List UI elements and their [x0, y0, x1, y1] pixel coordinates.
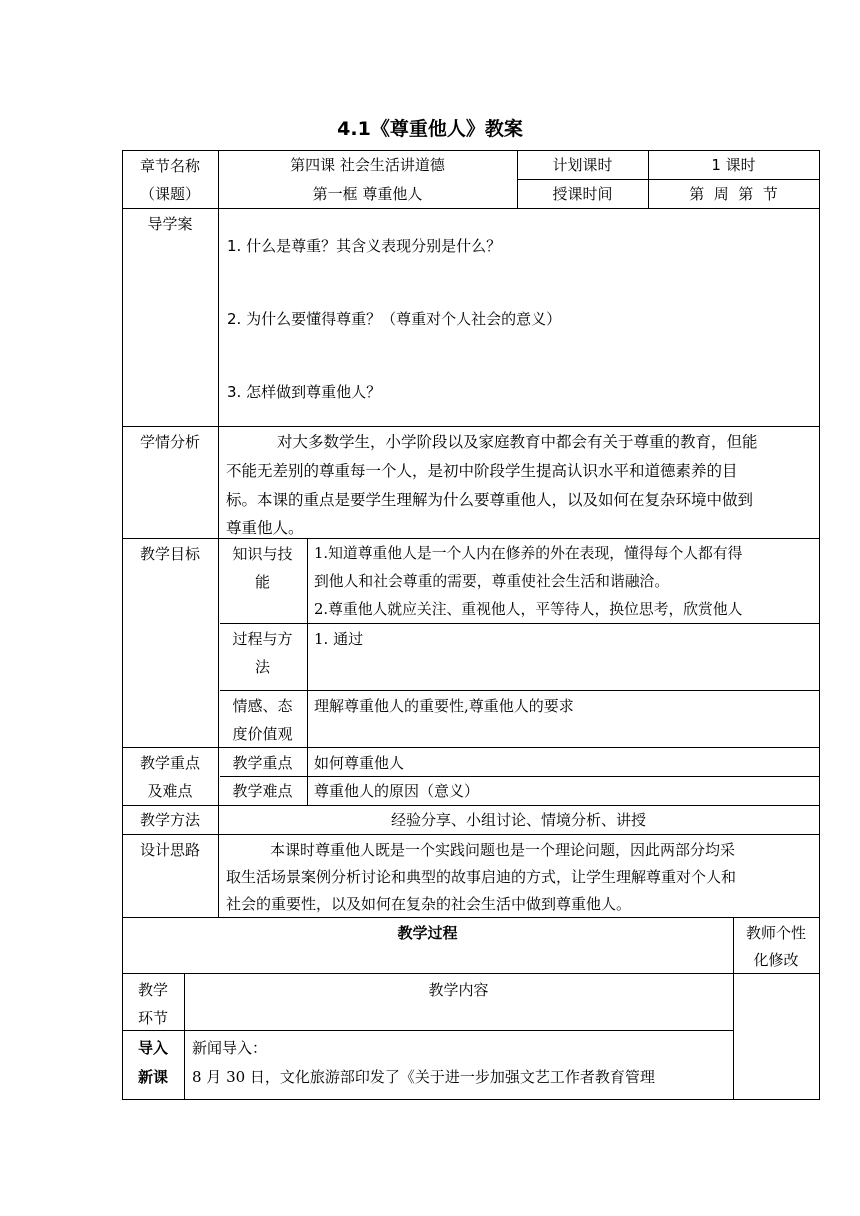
plan-hours-label: 计划课时: [552, 156, 613, 174]
key-point-text: 如何尊重他人: [314, 754, 405, 772]
emotion-value-label: 情感、态: [232, 697, 293, 715]
method-text: 经验分享、小组讨论、情境分析、讲授: [390, 811, 646, 829]
knowledge-line-2: 到他人和社会尊重的需要，尊重使社会生活和谐融洽。: [314, 573, 670, 590]
emotion-value-label-sub: 度价值观: [232, 725, 293, 743]
guide-question-3: 3. 怎样做到尊重他人？: [227, 383, 382, 401]
table-border-left: [122, 150, 123, 1100]
difficulty-label: 教学难点: [232, 782, 293, 800]
guide-label: 导学案: [147, 215, 193, 233]
process-method-text: 1. 通过: [314, 630, 364, 648]
process-method-label: 过程与方: [232, 630, 293, 648]
focus-label-sub: 及难点: [147, 782, 193, 800]
analysis-line-2: 不能无差别的尊重每一个人，是初中阶段学生提高认识水平和道德素养的目: [226, 462, 738, 480]
design-line-2: 取生活场景案例分析讨论和典型的故事启迪的方式，让学生理解尊重对个人和: [226, 868, 737, 886]
teacher-modify-label: 教师个性: [745, 924, 806, 942]
table-border-bottom: [122, 1099, 820, 1100]
section-name-label-sub: （课题）: [139, 185, 200, 203]
analysis-line-1: 对大多数学生，小学阶段以及家庭教育中都会有关于尊重的教育，但能: [277, 433, 758, 451]
process-header-bottom: [122, 973, 820, 974]
intro-line-2: 8 月 30 日，文化旅游部印发了《关于进一步加强文艺工作者教育管理: [192, 1068, 655, 1086]
analysis-line-4: 尊重他人。: [226, 519, 304, 537]
intro-line-1: 新闻导入：: [192, 1039, 268, 1057]
sublabel-column-divider: [307, 538, 308, 805]
table-border-right: [819, 150, 820, 1100]
section-name-label: 章节名称: [139, 157, 200, 175]
analysis-line-3: 标。本课的重点是要学生理解为什么要尊重他人，以及如何在复杂环境中做到: [226, 491, 754, 509]
lesson-title-line2: 第一框 尊重他人: [312, 185, 423, 203]
content-label: 教学内容: [428, 981, 489, 999]
design-label: 设计思路: [139, 841, 200, 859]
emotion-value-text: 理解尊重他人的重要性,尊重他人的要求: [314, 697, 574, 715]
header-row-bottom: [122, 208, 820, 209]
stage-header-bottom: [122, 1030, 733, 1031]
key-point-label: 教学重点: [232, 754, 293, 772]
method-row-bottom: [122, 834, 820, 835]
goals-label: 教学目标: [139, 545, 200, 563]
guide-row-bottom: [122, 426, 820, 427]
class-time-label: 授课时间: [552, 185, 613, 203]
knowledge-line-1: 1.知道尊重他人是一个人内在修养的外在表现，懂得每个人都有得: [314, 545, 743, 562]
method-label: 教学方法: [139, 811, 200, 829]
teaching-process-label: 教学过程: [397, 924, 458, 942]
knowledge-line-3: 2.尊重他人就应关注、重视他人，平等待人，换位思考，欣赏他人: [314, 601, 743, 618]
intro-label-sub: 新课: [137, 1068, 168, 1086]
analysis-label: 学情分析: [139, 433, 200, 451]
class-time-value: 第 周 第 节: [689, 185, 778, 203]
plan-hours-value: 1 课时: [711, 156, 756, 174]
stage-label-sub: 环节: [137, 1009, 168, 1027]
guide-question-1: 1. 什么是尊重？其含义表现分别是什么？: [227, 237, 502, 255]
process-method-label-sub: 法: [254, 658, 270, 676]
design-line-3: 社会的重要性，以及如何在复杂的社会生活中做到尊重他人。: [226, 895, 632, 913]
guide-question-2: 2. 为什么要懂得尊重？（尊重对个人社会的意义）: [227, 310, 562, 328]
teacher-modify-label-sub: 化修改: [753, 951, 799, 969]
lesson-title-line1: 第四课 社会生活讲道德: [290, 156, 445, 174]
focus-key-bottom: [220, 776, 820, 777]
goals-process-bottom: [220, 690, 820, 691]
focus-label: 教学重点: [139, 754, 200, 772]
difficulty-text: 尊重他人的原因（意义）: [314, 782, 480, 800]
knowledge-skill-label-sub: 能: [254, 573, 270, 591]
document-title: 4.1《尊重他人》教案: [337, 118, 523, 140]
design-line-1: 本课时尊重他人既是一个实践问题也是一个理论问题，因此两部分均采: [270, 841, 736, 859]
stage-label: 教学: [137, 981, 168, 999]
intro-label: 导入: [137, 1039, 168, 1057]
knowledge-skill-label: 知识与技: [232, 545, 293, 563]
